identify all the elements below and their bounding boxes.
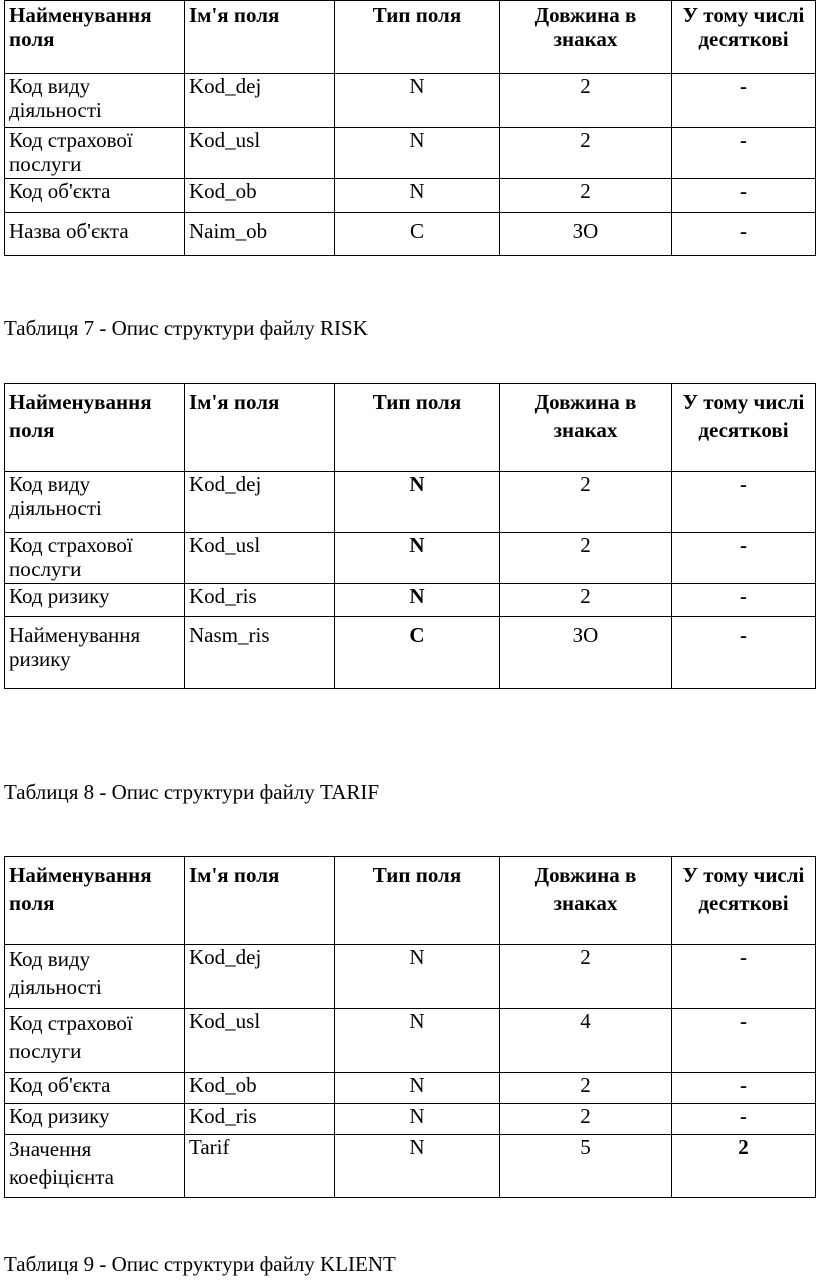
cell-length: 2: [500, 584, 672, 617]
header-name: Найменування поля: [5, 857, 185, 945]
table-row: [5, 128, 816, 179]
cell-field: Tarif: [185, 1135, 335, 1198]
table-row: [5, 179, 816, 213]
header-name: Найменування поля: [5, 1, 185, 74]
cell-decimals: -: [672, 179, 816, 213]
cell-name: Код ризику: [5, 584, 185, 617]
cell-decimals: -: [672, 584, 816, 617]
cell-type: N: [335, 1104, 500, 1135]
header-field: Ім'я поля: [185, 1, 335, 74]
cell-field: Kod_usl: [185, 128, 335, 179]
cell-field: Kod_usl: [185, 1009, 335, 1073]
cell-type: N: [335, 74, 500, 128]
table-header-row: [5, 1, 816, 74]
cell-decimals: -: [672, 533, 816, 584]
cell-length: 2: [500, 179, 672, 213]
table-row: [5, 533, 816, 584]
cell-field: Kod_dej: [185, 472, 335, 533]
cell-type: N: [335, 179, 500, 213]
cell-type: N: [335, 128, 500, 179]
cell-decimals: -: [672, 128, 816, 179]
cell-length: 2: [500, 1073, 672, 1104]
cell-field: Kod_ris: [185, 584, 335, 617]
cell-name: Код ризику: [5, 1104, 185, 1135]
cell-length: ЗО: [500, 213, 672, 256]
header-type: Тип поля: [335, 1, 500, 74]
cell-name: Код об'єкта: [5, 1073, 185, 1104]
table-row: [5, 74, 816, 128]
cell-type: N: [335, 584, 500, 617]
cell-decimals: -: [672, 1104, 816, 1135]
table-row: [5, 1009, 816, 1073]
header-length: Довжина в знаках: [500, 1, 672, 74]
header-length: Довжина в знаках: [500, 384, 672, 472]
cell-decimals: -: [672, 1073, 816, 1104]
cell-name: Код виду діяльності: [5, 74, 185, 128]
tarif-structure-table: [4, 856, 816, 1198]
cell-length: ЗО: [500, 617, 672, 689]
cell-field: Kod_ris: [185, 1104, 335, 1135]
table-row: [5, 1073, 816, 1104]
cell-length: 2: [500, 533, 672, 584]
cell-decimals: 2: [672, 1135, 816, 1198]
cell-field: Kod_dej: [185, 945, 335, 1009]
table-9-caption: Таблиця 9 - Опис структури файлу KLIENT: [4, 1252, 396, 1276]
cell-type: N: [335, 533, 500, 584]
table-row: [5, 945, 816, 1009]
cell-type: N: [335, 472, 500, 533]
cell-type: N: [335, 1135, 500, 1198]
cell-name: Код страхової послуги: [5, 533, 185, 584]
cell-field: Kod_dej: [185, 74, 335, 128]
cell-type: C: [335, 213, 500, 256]
cell-field: Nasm_ris: [185, 617, 335, 689]
cell-type: N: [335, 945, 500, 1009]
cell-length: 5: [500, 1135, 672, 1198]
header-type: Тип поля: [335, 384, 500, 472]
table-row: [5, 1104, 816, 1135]
cell-name: Код страхової послуги: [5, 1009, 185, 1073]
cell-decimals: -: [672, 1009, 816, 1073]
cell-name: Код виду діяльності: [5, 472, 185, 533]
table-row: [5, 213, 816, 256]
table-8-caption: Таблиця 8 - Опис структури файлу TARIF: [4, 780, 380, 804]
cell-type: C: [335, 617, 500, 689]
objects-structure-table: [4, 0, 816, 256]
cell-name: Код виду діяльності: [5, 945, 185, 1009]
cell-type: N: [335, 1073, 500, 1104]
table-row: [5, 617, 816, 689]
cell-field: Kod_ob: [185, 1073, 335, 1104]
cell-length: 2: [500, 128, 672, 179]
table-row: [5, 1135, 816, 1198]
cell-length: 2: [500, 472, 672, 533]
cell-decimals: -: [672, 617, 816, 689]
cell-length: 2: [500, 74, 672, 128]
cell-length: 4: [500, 1009, 672, 1073]
cell-name: Найменування ризику: [5, 617, 185, 689]
cell-decimals: -: [672, 213, 816, 256]
header-field: Ім'я поля: [185, 857, 335, 945]
cell-field: Naim_ob: [185, 213, 335, 256]
cell-decimals: -: [672, 945, 816, 1009]
table-header-row: [5, 857, 816, 945]
cell-name: Значення коефіцієнта: [5, 1135, 185, 1198]
table-row: [5, 584, 816, 617]
header-length: Довжина в знаках: [500, 857, 672, 945]
header-decimals: У тому числі десяткові: [672, 1, 816, 74]
cell-name: Код об'єкта: [5, 179, 185, 213]
cell-type: N: [335, 1009, 500, 1073]
header-name: Найменування поля: [5, 384, 185, 472]
header-field: Ім'я поля: [185, 384, 335, 472]
cell-name: Назва об'єкта: [5, 213, 185, 256]
cell-decimals: -: [672, 74, 816, 128]
header-type: Тип поля: [335, 857, 500, 945]
risk-structure-table: [4, 383, 816, 689]
cell-name: Код страхової послуги: [5, 128, 185, 179]
table-header-row: [5, 384, 816, 472]
cell-length: 2: [500, 1104, 672, 1135]
header-decimals: У тому числі десяткові: [672, 857, 816, 945]
header-decimals: У тому числі десяткові: [672, 384, 816, 472]
table-7-caption: Таблиця 7 - Опис структури файлу RISK: [4, 316, 368, 340]
cell-field: Kod_ob: [185, 179, 335, 213]
cell-field: Kod_usl: [185, 533, 335, 584]
cell-decimals: -: [672, 472, 816, 533]
cell-length: 2: [500, 945, 672, 1009]
table-row: [5, 472, 816, 533]
